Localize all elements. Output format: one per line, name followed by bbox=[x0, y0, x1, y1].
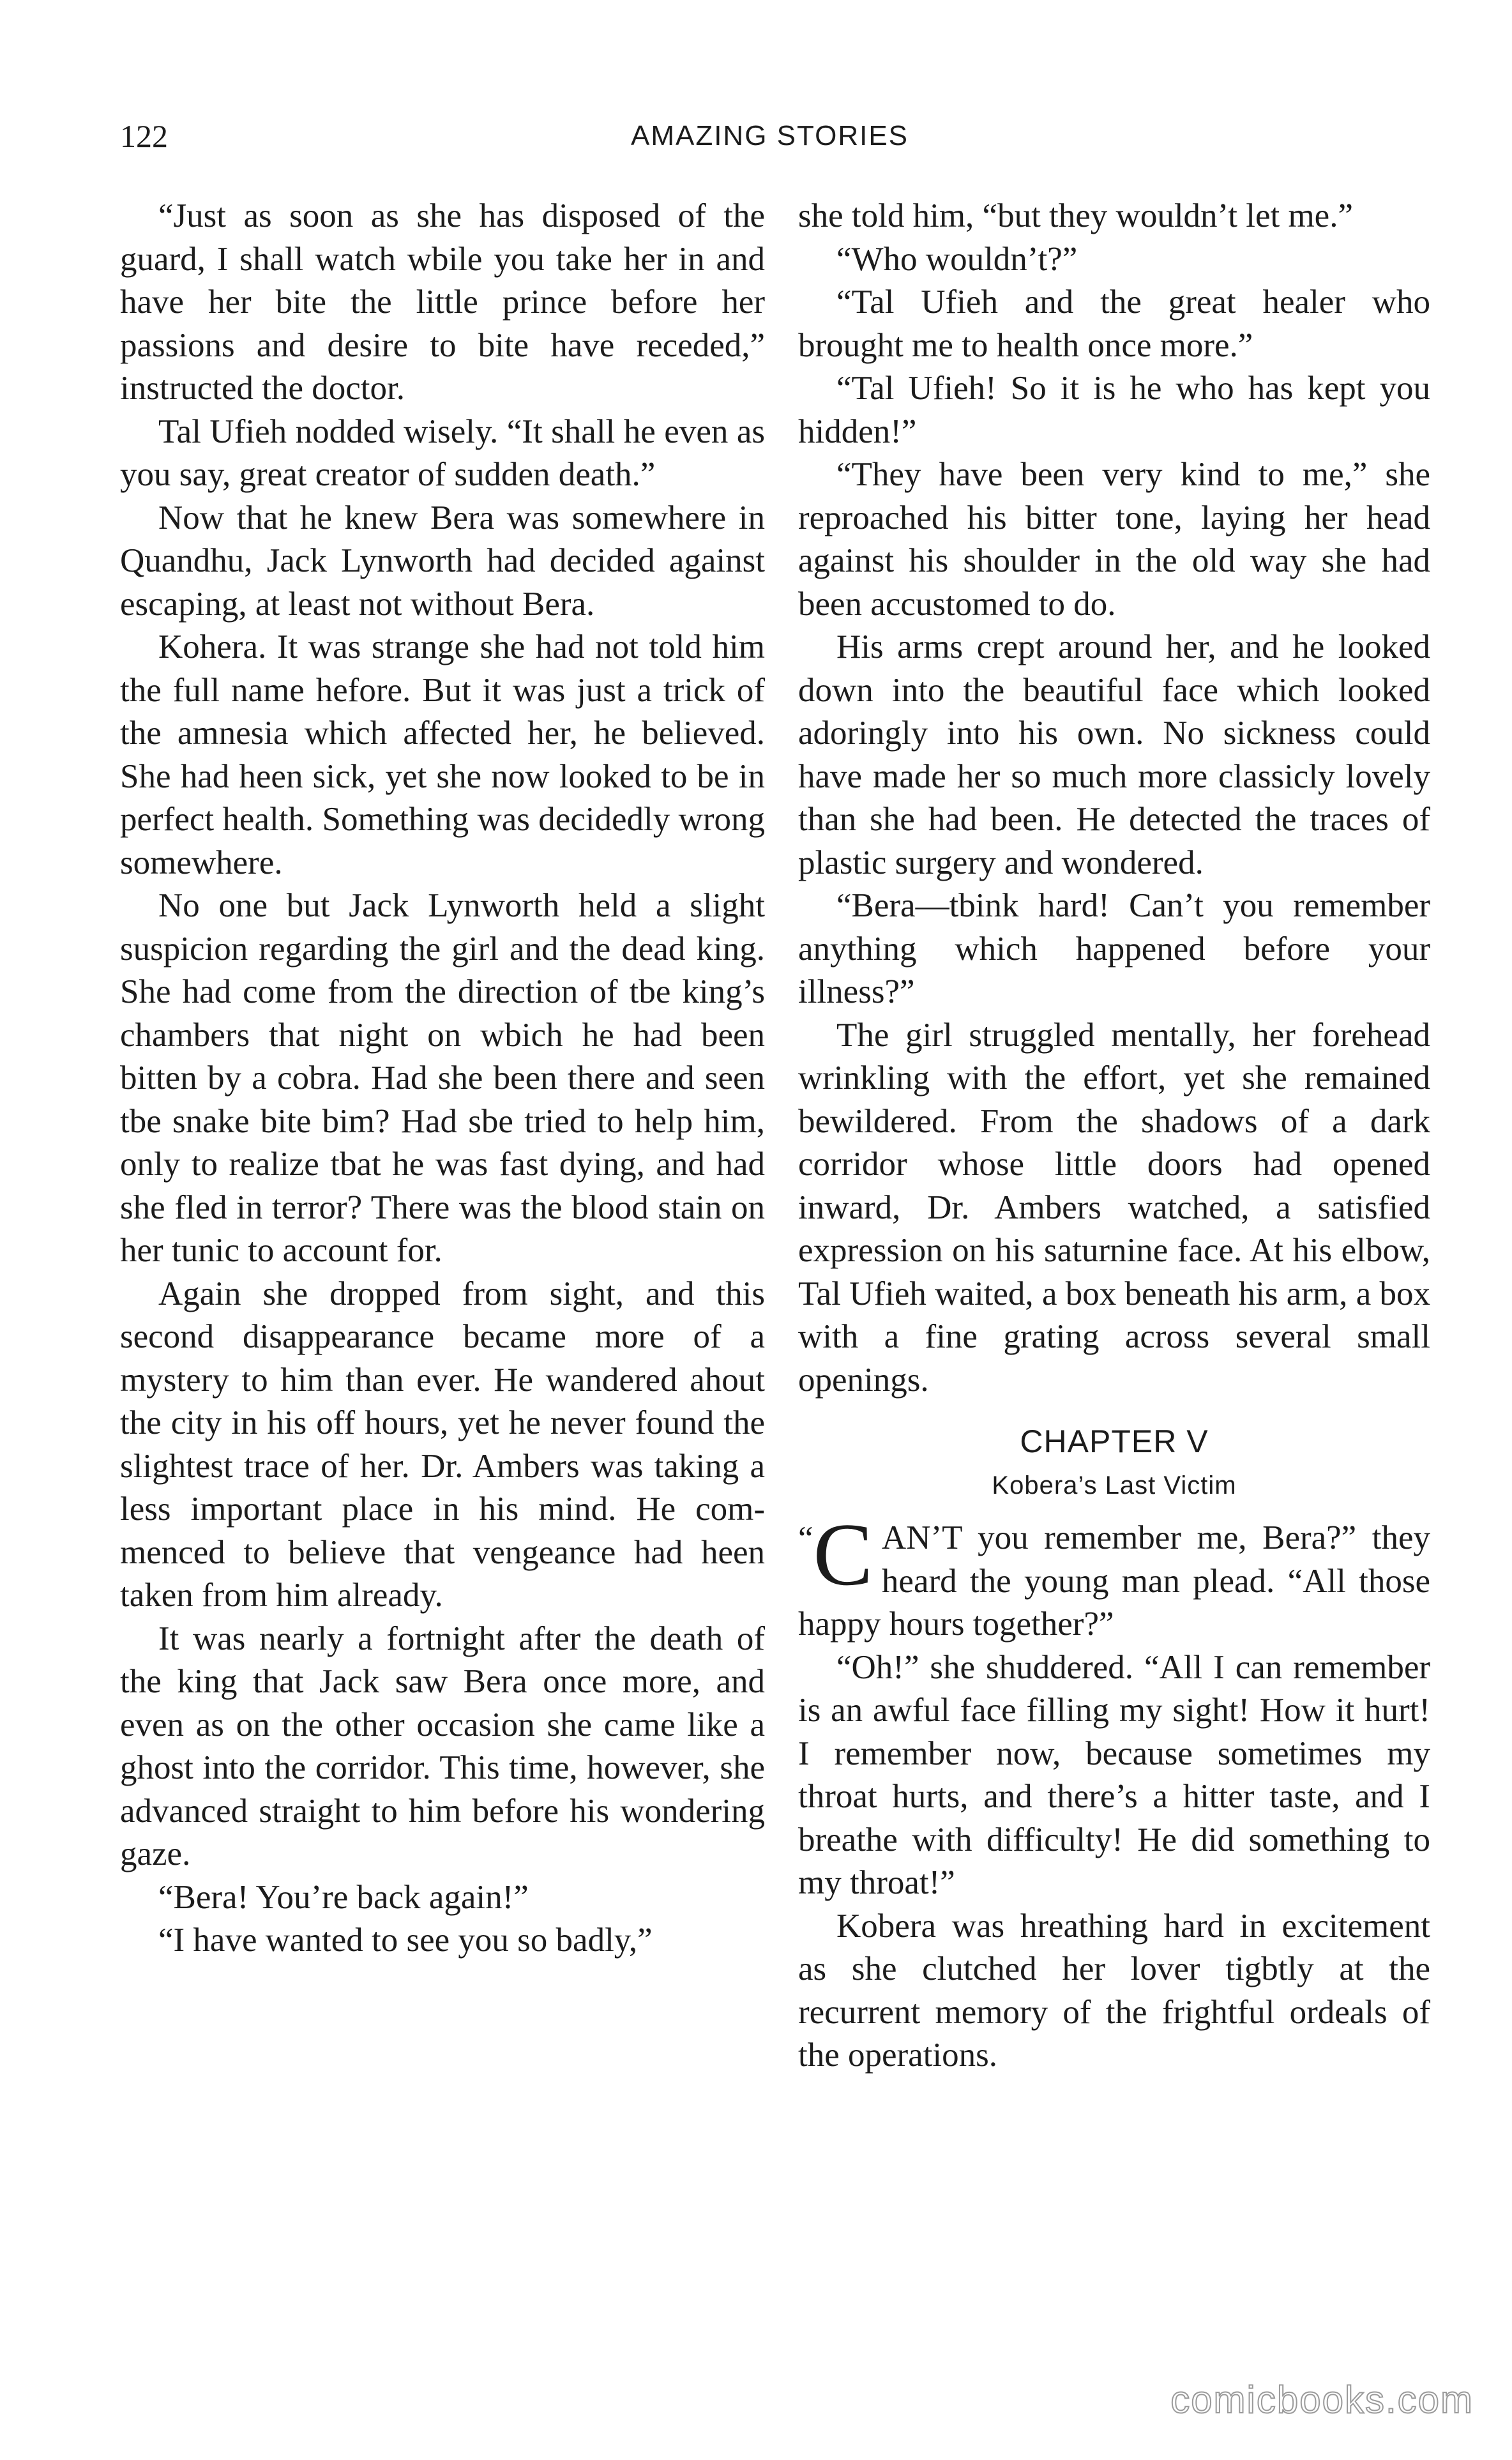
paragraph: The girl struggled mentally, her forehead wrinkling with the effort, yet she remained bewildered. From the shadows of a dark corridor whose little doors had opened inward, Dr. Ambers watched, a satisfied expression on his saturnine face. At his elbow, Tal Ufieh waited, a box beneath his arm, a box with a fine grating across several small openings. bbox=[798, 1016, 1430, 1399]
drop-cap-quote: “ bbox=[798, 1520, 813, 1557]
right-column bbox=[798, 195, 1430, 2077]
watermark: comicbooks.com bbox=[1170, 2378, 1474, 2421]
paragraph: Kobera was hreathing hard in excitement as she clutched her lover tigbtly at the recurrent memory of the frightful ordeals of the operations. bbox=[798, 1907, 1430, 2074]
page-header bbox=[120, 117, 1419, 155]
chapter-first-paragraph-text: AN’T you remember me, Bera?” they heard the young man plead. “All those happy hours together?” bbox=[798, 1519, 1430, 1643]
running-head: AMAZING STORIES bbox=[630, 120, 909, 151]
paragraph: No one but Jack Lynworth held a slight suspicion regarding the girl and the dead king. She had come from the direction of tbe king’s chambers that night on wbich he had been bitten by a cobra. Had she been there and seen tbe snake bite bim? Had sbe tried to help him, only to realize tbat he was fast dying, and had she fled in terror? There was the blood stain on her tunic to account for. bbox=[120, 887, 765, 1269]
page-number: 122 bbox=[120, 118, 168, 154]
paragraph: “Who wouldn’t?” bbox=[836, 240, 1078, 278]
paragraph-continuation: she told him, “but they wouldn’t let me.” bbox=[798, 197, 1353, 234]
paragraph: “I have wanted to see you so badly,” bbox=[158, 1922, 653, 1959]
paragraph: “They have been very kind to me,” she reproached his bitter tone, laying her head against his shoulder in the old way she had been accustomed to do. bbox=[798, 456, 1430, 623]
paragraph: His arms crept around her, and he looked down into the beautiful face which looked adoringly into his own. No sickness could have made her so much more classicly lovely than she had been. He detected the traces of plastic surgery and wondered. bbox=[798, 628, 1430, 881]
paragraph: Kohera. It was strange she had not told him the full name hefore. But it was just a trick of the amnesia which affected her, he believed. She had heen sick, yet she now looked to be in perfect health. Something was decidedly wrong somewhere. bbox=[120, 628, 765, 881]
chapter-subtitle: Kobera’s Last Victim bbox=[992, 1471, 1237, 1500]
left-column bbox=[120, 195, 765, 1963]
paragraph: “Tal Ufieh! So it is he who has kept you hidden!” bbox=[798, 370, 1430, 450]
chapter-title: CHAPTER V bbox=[1020, 1424, 1209, 1459]
drop-cap-letter: C bbox=[813, 1505, 873, 1604]
paragraph: It was nearly a fortnight after the death of the king that Jack saw Bera once more, and even as on the other occasion she came like a ghost into the corridor. This time, however, she advanced straight to him before his wondering gaze. bbox=[120, 1620, 765, 1872]
paragraph: “Bera! You’re back again!” bbox=[158, 1878, 529, 1916]
paragraph: Tal Ufieh nodded wisely. “It shall he even as you say, great creator of sudden death.” bbox=[120, 413, 765, 493]
paragraph: “Bera—tbink hard! Can’t you remember anything which happened before your illness?” bbox=[798, 887, 1430, 1010]
paragraph: Again she dropped from sight, and this second disappearance became more of a mystery to him than ever. He wandered ahout the city in his off hours, yet he never found the slightest trace of her. Dr. Ambers was taking a less important place in his mind. He commenced to believe that vengeance had heen taken from him already. bbox=[120, 1275, 765, 1614]
paragraph: “Tal Ufieh and the great healer who brought me to health once more.” bbox=[798, 284, 1430, 364]
paragraph: “Oh!” she shuddered. “All I can remember is an awful face filling my sight! How it hurt! I remember now, because sometimes my throat hurts, and there’s a hitter taste, and I breathe with difficulty! He did something to my throat!” bbox=[798, 1648, 1430, 1901]
paragraph: “Just as soon as she has disposed of the guard, I shall watch wbile you take her in and have her bite the little prince before her passions and desire to bite have receded,” instructed the doctor. bbox=[120, 197, 765, 407]
chapter-first-paragraph bbox=[798, 1505, 1430, 1646]
drop-cap bbox=[798, 1505, 873, 1604]
paragraph: Now that he knew Bera was somewhere in Quandhu, Jack Lynworth had decided against escaping, at least not without Bera. bbox=[120, 499, 765, 623]
